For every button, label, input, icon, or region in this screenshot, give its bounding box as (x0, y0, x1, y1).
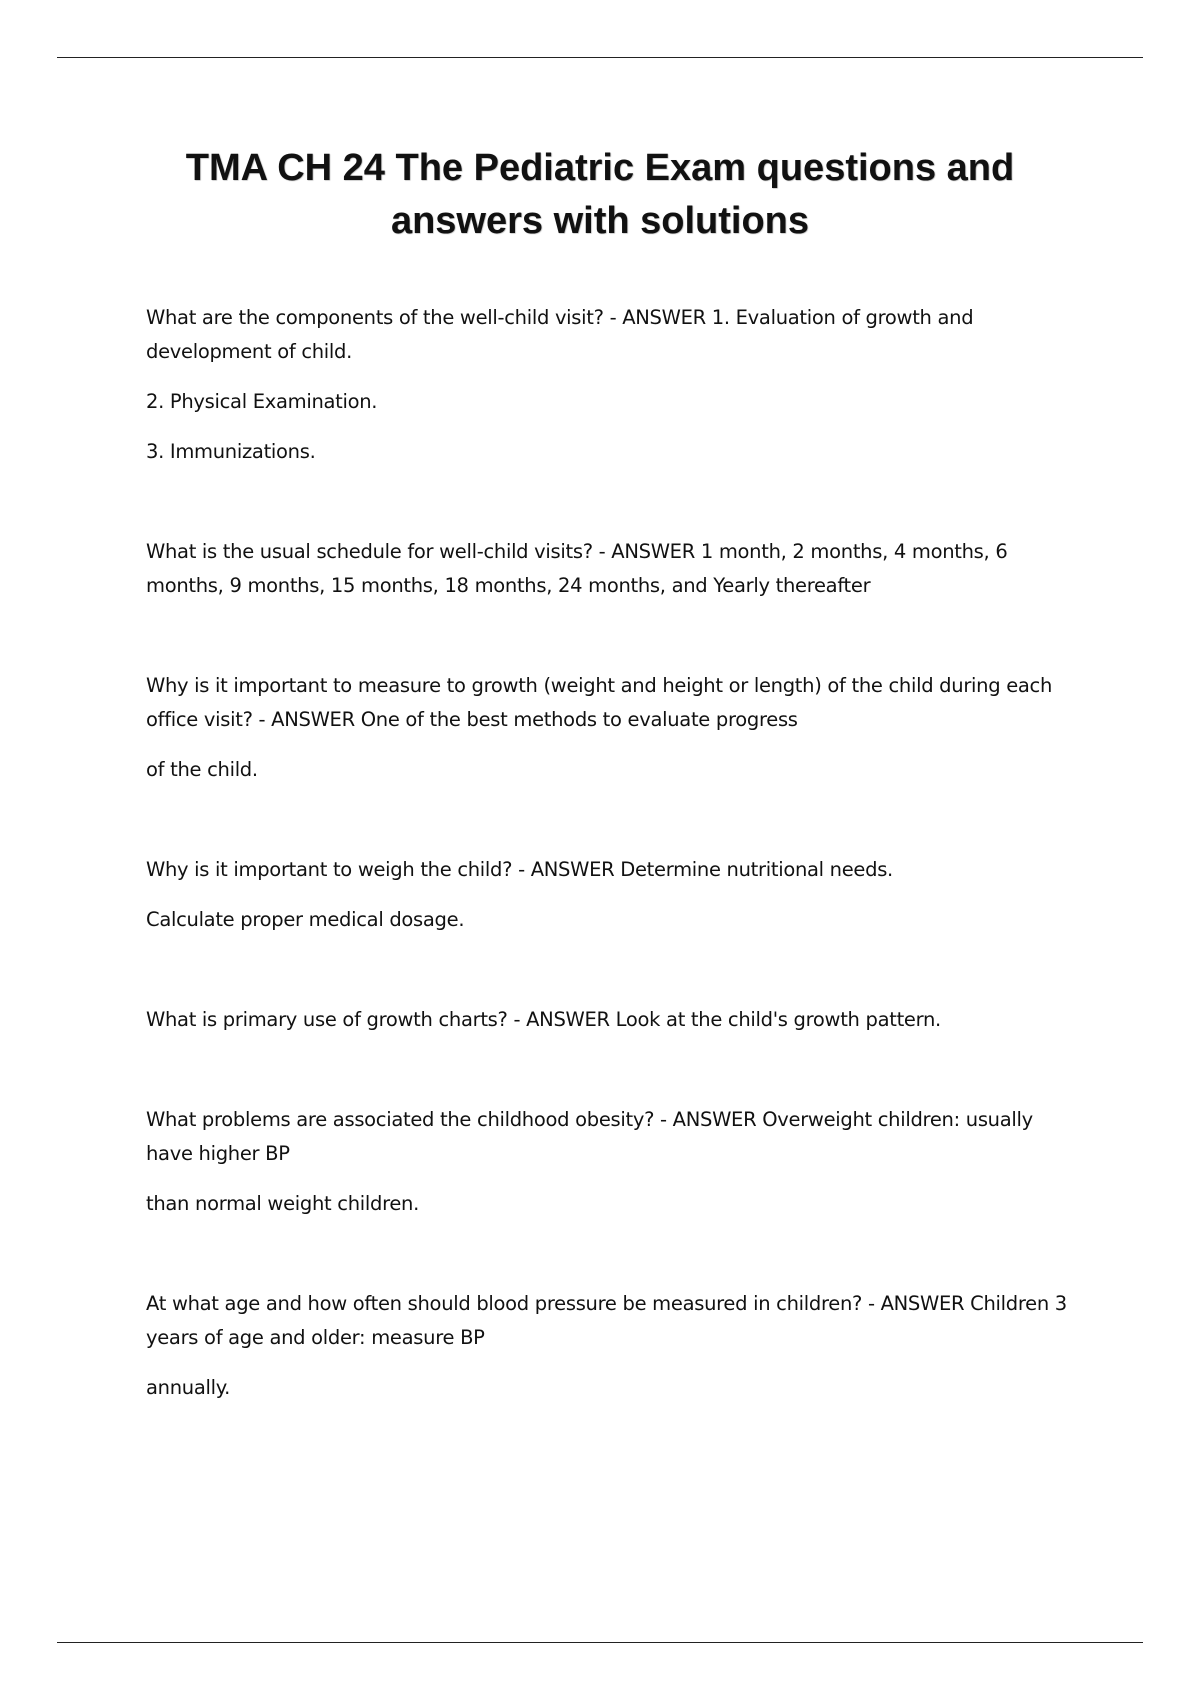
qa-item-growth-charts (146, 1003, 1096, 1037)
qa-answer-continuation: 2. Physical Examination. (146, 390, 378, 413)
footer-rule (57, 1642, 1143, 1643)
qa-gap (146, 803, 1096, 853)
qa-question-answer: Why is it important to measure to growth (weight and height or length) of the child during each office visit? - ANSWER One of the best methods to evaluate progress (146, 674, 1053, 731)
qa-item-blood-pressure (146, 1287, 1096, 1405)
qa-answer-continuation: Calculate proper medical dosage. (146, 908, 465, 931)
header-rule (57, 57, 1143, 58)
qa-item-weigh-child (146, 853, 1096, 937)
qa-gap (146, 1237, 1096, 1287)
qa-answer-continuation: than normal weight children. (146, 1192, 420, 1215)
page-title (100, 142, 1100, 248)
qa-item-components (146, 301, 1096, 469)
qa-question-answer: Why is it important to weigh the child? - ANSWER Determine nutritional needs. (146, 858, 893, 881)
title-line-1: TMA CH 24 The Pediatric Exam questions and (185, 147, 1015, 189)
qa-item-measure-growth (146, 669, 1096, 787)
qa-item-schedule (146, 535, 1096, 603)
qa-answer-continuation: of the child. (146, 758, 258, 781)
qa-question-answer: What is the usual schedule for well-child visits? - ANSWER 1 month, 2 months, 4 months, 6 months, 9 months, 15 months, 18 months, 24 months, and Yearly thereafter (146, 540, 1008, 597)
qa-gap (146, 619, 1096, 669)
qa-gap (146, 485, 1096, 535)
qa-item-obesity (146, 1103, 1096, 1221)
qa-gap (146, 1053, 1096, 1103)
qa-answer-continuation: annually. (146, 1376, 231, 1399)
qa-question-answer: What are the components of the well-child visit? - ANSWER 1. Evaluation of growth and development of child. (146, 306, 974, 363)
qa-list (146, 301, 1096, 1421)
qa-question-answer: At what age and how often should blood pressure be measured in children? - ANSWER Children 3 years of age and older: measure BP (146, 1292, 1067, 1349)
qa-gap (146, 953, 1096, 1003)
title-line-2: answers with solutions (390, 200, 810, 242)
qa-answer-continuation: 3. Immunizations. (146, 440, 316, 463)
qa-question-answer: What is primary use of growth charts? - ANSWER Look at the child's growth pattern. (146, 1008, 941, 1031)
qa-question-answer: What problems are associated the childhood obesity? - ANSWER Overweight children: usually have higher BP (146, 1108, 1033, 1165)
